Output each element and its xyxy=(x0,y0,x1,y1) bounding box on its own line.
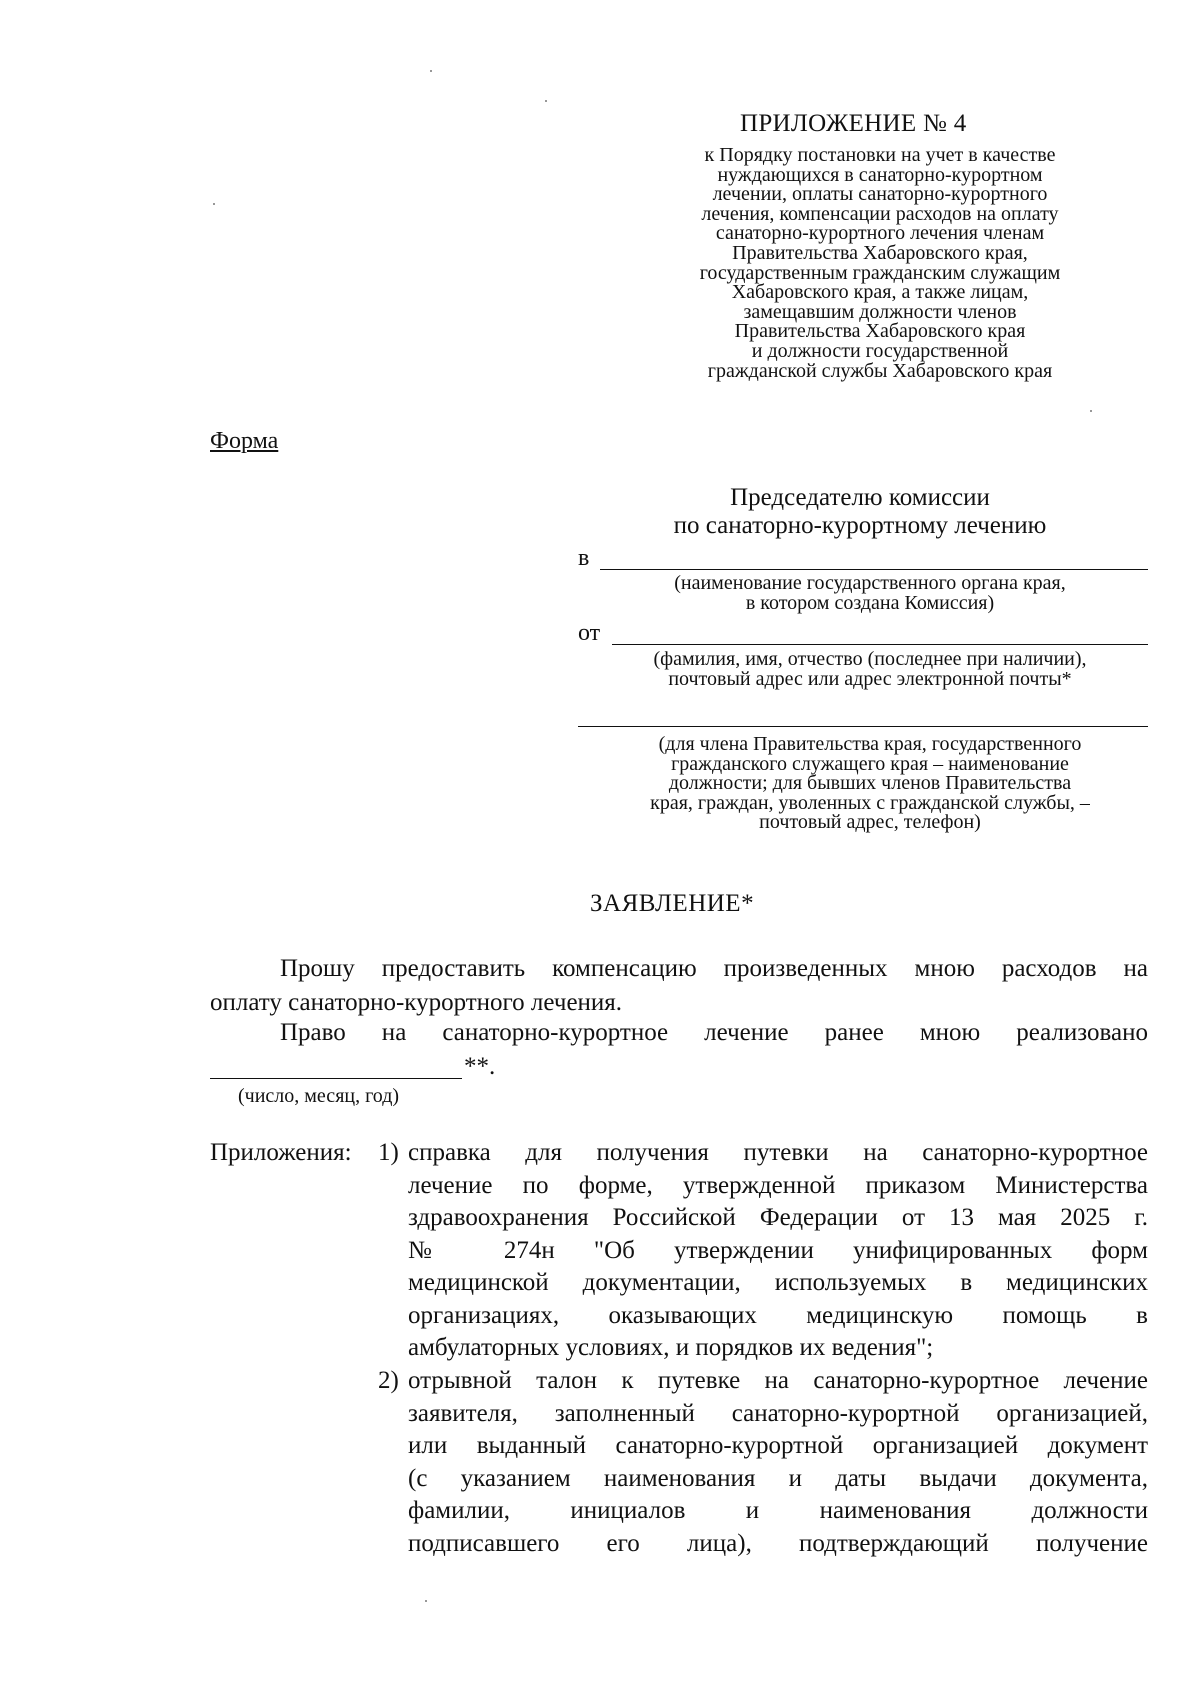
appendix-subtitle-line: Правительства Хабаровского края, xyxy=(732,241,1028,264)
position-field-line[interactable] xyxy=(578,726,1148,727)
organ-field-line[interactable] xyxy=(600,569,1148,570)
appendix-subtitle-line: лечения, компенсации расходов на оплату xyxy=(701,202,1059,225)
statement-title: ЗАЯВЛЕНИЕ* xyxy=(590,890,755,917)
scan-speck xyxy=(545,100,547,102)
form-label: Форма xyxy=(210,428,279,454)
attachments-label: Приложения: xyxy=(210,1139,352,1166)
attachment-line: справка для получения путевки на санаторно-курортное xyxy=(408,1139,1148,1166)
addressee-line: Председателю комиссии xyxy=(730,484,990,511)
organ-caption xyxy=(590,574,1150,613)
attachment-line: подписавшего его лица), подтверждающий получение xyxy=(408,1529,1148,1557)
appendix-subtitle-line: нуждающихся в санаторно-курортном xyxy=(717,163,1043,186)
request-paragraph-line: Прошу предоставить компенсацию произведенных мною расходов на xyxy=(280,955,1148,982)
applicant-prefix: от xyxy=(578,620,601,646)
attachment-line: фамилии, инициалов и наименования должности xyxy=(408,1497,1148,1524)
caption-line: в котором создана Комиссия) xyxy=(745,591,995,614)
date-caption: (число, месяц, год) xyxy=(238,1085,400,1107)
caption-line: гражданского служащего края – наименование xyxy=(671,752,1069,775)
attachment-item-1 xyxy=(408,1137,1148,1365)
attachment-line: медицинской документации, используемых в медицинских xyxy=(408,1269,1148,1296)
attachment-item-number: 2) xyxy=(378,1367,399,1394)
caption-line: (фамилия, имя, отчество (последнее при наличии), xyxy=(653,648,1087,670)
appendix-subtitle-line: лечении, оплаты санаторно-курортного xyxy=(712,183,1048,206)
addressee-line: по санаторно-курортному лечению xyxy=(673,512,1047,539)
caption-line: (наименование государственного органа края, xyxy=(674,572,1066,594)
applicant-caption xyxy=(590,650,1150,689)
scan-speck xyxy=(1090,410,1092,412)
attachment-line: отрывной талон к путевке на санаторно-курортное лечение xyxy=(408,1367,1148,1394)
attachment-line: или выданный санаторно-курортной организацией документ xyxy=(408,1432,1148,1459)
right-paragraph-line: Право на санаторно-курортное лечение ранее мною реализовано xyxy=(280,1019,1148,1046)
attachment-line: организациях, оказывающих медицинскую помощь в xyxy=(408,1301,1148,1329)
appendix-subtitle-line: замещавшим должности членов xyxy=(743,300,1017,323)
scan-speck xyxy=(430,70,432,72)
caption-line: края, граждан, уволенных с гражданской службы, – xyxy=(650,791,1090,814)
appendix-subtitle-line: санаторно-курортного лечения членам xyxy=(715,222,1045,245)
organ-prefix: в xyxy=(578,545,590,571)
attachment-line: № 274н "Об утверждении унифицированных форм xyxy=(408,1236,1148,1264)
appendix-subtitle-line: гражданской службы Хабаровского края xyxy=(707,359,1053,382)
position-caption xyxy=(590,735,1150,833)
date-field-line[interactable] xyxy=(210,1078,462,1079)
appendix-subtitle xyxy=(600,146,1160,381)
applicant-field-line[interactable] xyxy=(612,644,1148,645)
appendix-subtitle-line: и должности государственной xyxy=(751,339,1009,362)
scan-speck xyxy=(425,1600,427,1602)
attachment-line: лечение по форме, утвержденной приказом Министерства xyxy=(408,1171,1148,1199)
caption-line: (для члена Правительства края, государственного xyxy=(658,733,1082,755)
attachment-line: амбулаторных условиях, и порядков их ведения"; xyxy=(408,1334,934,1361)
attachment-line: заявителя, заполненный санаторно-курортной организацией, xyxy=(408,1399,1148,1427)
attachment-item-2 xyxy=(408,1365,1148,1560)
caption-line: почтовый адрес или адрес электронной почты* xyxy=(668,667,1072,690)
attachment-line: (с указанием наименования и даты выдачи документа, xyxy=(408,1464,1148,1492)
appendix-subtitle-line: Хабаровского края, а также лицам, xyxy=(731,281,1029,304)
request-paragraph-line: оплату санаторно-курортного лечения. xyxy=(210,989,623,1016)
appendix-title: ПРИЛОЖЕНИЕ № 4 xyxy=(740,110,967,137)
caption-line: почтовый адрес, телефон) xyxy=(759,811,981,834)
caption-line: должности; для бывших членов Правительства xyxy=(668,772,1072,795)
appendix-subtitle-line: к Порядку постановки на учет в качестве xyxy=(704,144,1056,166)
right-paragraph-suffix: **. xyxy=(464,1053,496,1080)
appendix-subtitle-line: Правительства Хабаровского края xyxy=(734,320,1026,343)
attachment-line: здравоохранения Российской Федерации от 13 мая 2025 г. xyxy=(408,1204,1148,1231)
appendix-subtitle-line: государственным гражданским служащим xyxy=(699,261,1061,284)
addressee-block xyxy=(580,484,1140,540)
scan-speck xyxy=(213,203,215,205)
attachment-item-number: 1) xyxy=(378,1139,399,1166)
